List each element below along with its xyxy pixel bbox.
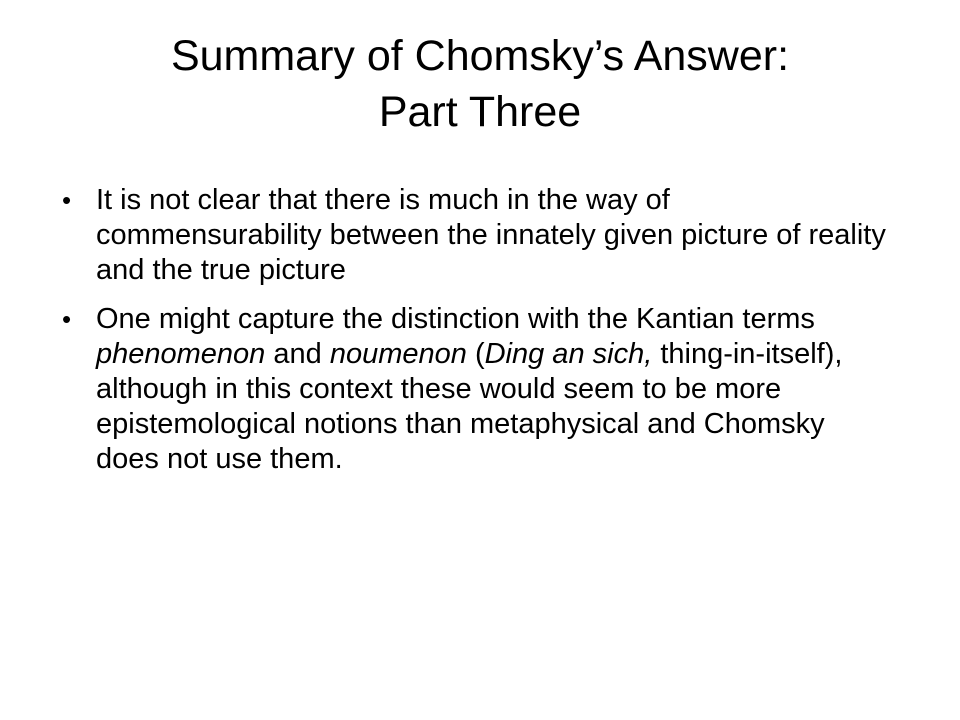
term-noumenon: noumenon [329,338,467,370]
slide-title-line-2: Part Three [378,88,582,136]
slide-title [60,28,900,140]
bullet-2-text-part-2: and [265,338,330,370]
bullet-text-1: It is not clear that there is much in the way of commensurability between the innately given picture of reality and the true picture [96,184,886,286]
term-ding-an-sich: Ding an sich, [484,338,653,370]
bullet-list [56,183,886,491]
bullet-item-2 [56,302,886,477]
bullet-2-text-part-4: thing-in-itself), although in this context these would seem to be more epistemological notions than metaphysical and Chomsky does not use them. [96,338,843,475]
bullet-item-1 [56,183,886,288]
bullet-text-2 [96,302,886,477]
slide-title-line-1: Summary of Chomsky’s Answer: [170,32,790,80]
bullet-marker: • [62,185,72,215]
bullet-2-text-part-3: ( [466,338,485,370]
term-phenomenon: phenomenon [96,338,266,370]
bullet-marker: • [62,304,72,334]
bullet-2-text-part-1: One might capture the distinction with the Kantian terms [96,303,815,335]
